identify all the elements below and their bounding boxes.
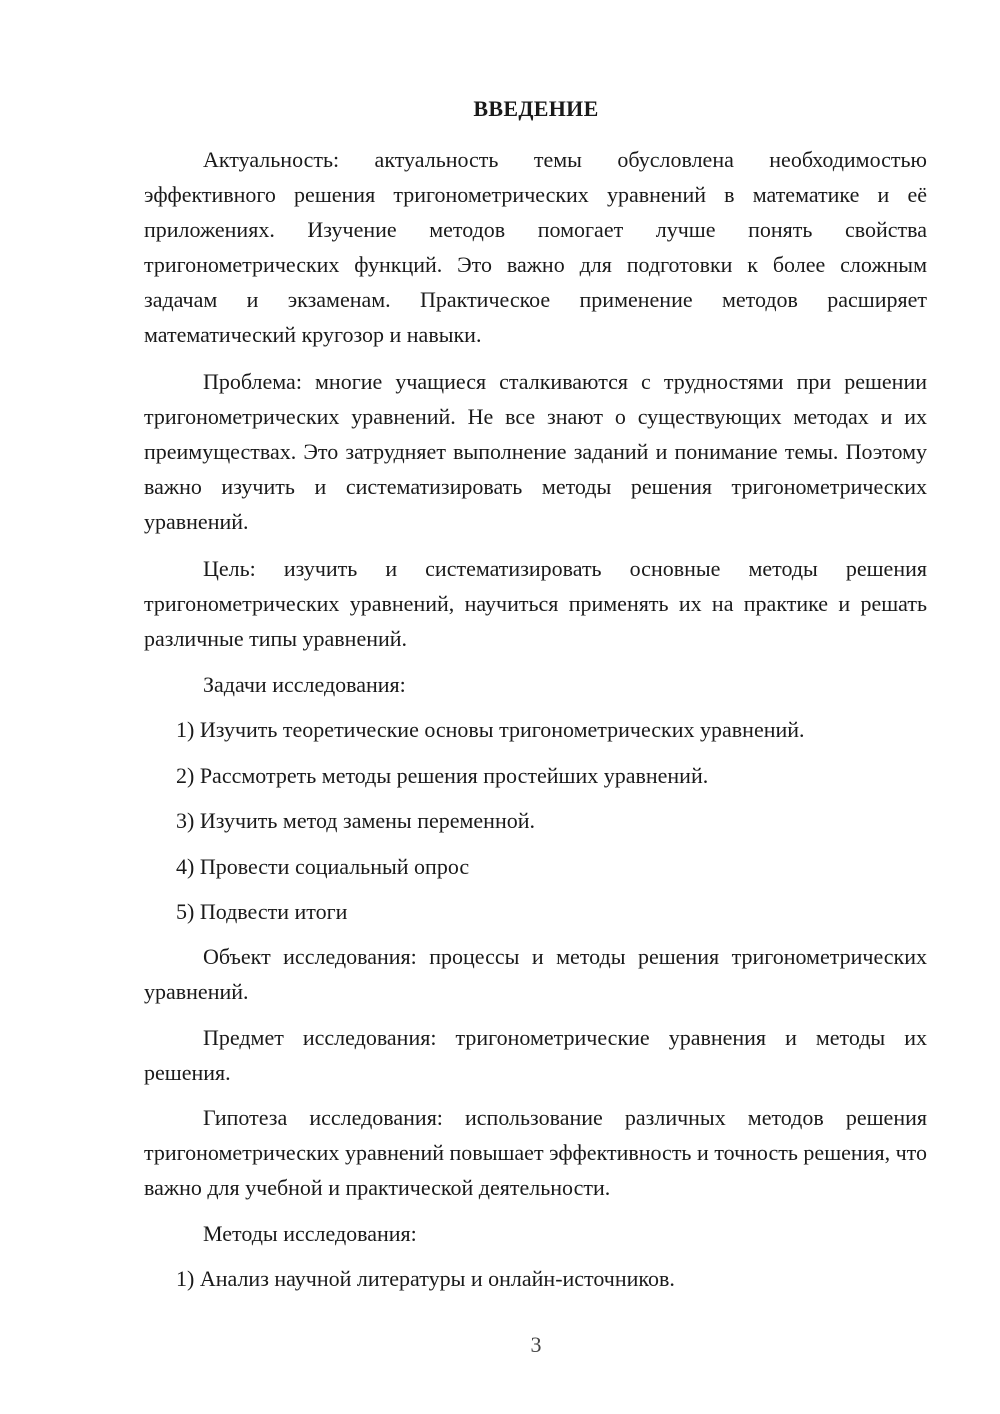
- tasks-heading: Задачи исследования:: [203, 672, 406, 697]
- hypothesis-paragraph: [144, 1100, 927, 1205]
- task-item: 4) Провести социальный опрос: [176, 854, 470, 879]
- page-title: ВВЕДЕНИЕ: [473, 96, 599, 121]
- hypothesis-text: Гипотеза исследования: использование различных методов решения тригонометрических уравнений повышает эффективность и точность решения, что важно для учебной и практической деятельности.: [144, 1105, 927, 1200]
- task-item: 2) Рассмотреть методы решения простейших уравнений.: [176, 763, 709, 788]
- method-item: 1) Анализ научной литературы и онлайн-источников.: [176, 1266, 675, 1291]
- goal-text: Цель: изучить и систематизировать основные методы решения тригонометрических уравнений, научиться применять их на практике и решать различные типы уравнений.: [144, 556, 927, 651]
- relevance-text: Актуальность: актуальность темы обусловлена необходимостью эффективного решения тригонометрических уравнений в математике и её приложениях. Изучение методов помогает лучше понять свойства тригонометрических функций. Это важно для подготовки к более сложным задачам и экзаменам. Практическое применение методов расширяет математический кругозор и навыки.: [144, 147, 927, 347]
- problem-paragraph: [144, 364, 927, 539]
- subject-paragraph: [144, 1020, 927, 1090]
- task-item: 5) Подвести итоги: [176, 899, 348, 924]
- task-item: 1) Изучить теоретические основы тригонометрических уравнений.: [176, 717, 805, 742]
- relevance-paragraph: [144, 142, 927, 352]
- object-text: Объект исследования: процессы и методы решения тригонометрических уравнений.: [144, 944, 927, 1004]
- goal-paragraph: [144, 551, 927, 656]
- page-number: 3: [530, 1332, 542, 1357]
- task-item: 3) Изучить метод замены переменной.: [176, 808, 536, 833]
- problem-text: Проблема: многие учащиеся сталкиваются с трудностями при решении тригонометрических уравнений. Не все знают о существующих методах и их преимуществах. Это затрудняет выполнение заданий и понимание темы. Поэтому важно изучить и систематизировать методы решения тригонометрических уравнений.: [144, 369, 927, 534]
- methods-heading: Методы исследования:: [203, 1221, 417, 1246]
- object-paragraph: [144, 939, 927, 1009]
- subject-text: Предмет исследования: тригонометрические уравнения и методы их решения.: [144, 1025, 927, 1085]
